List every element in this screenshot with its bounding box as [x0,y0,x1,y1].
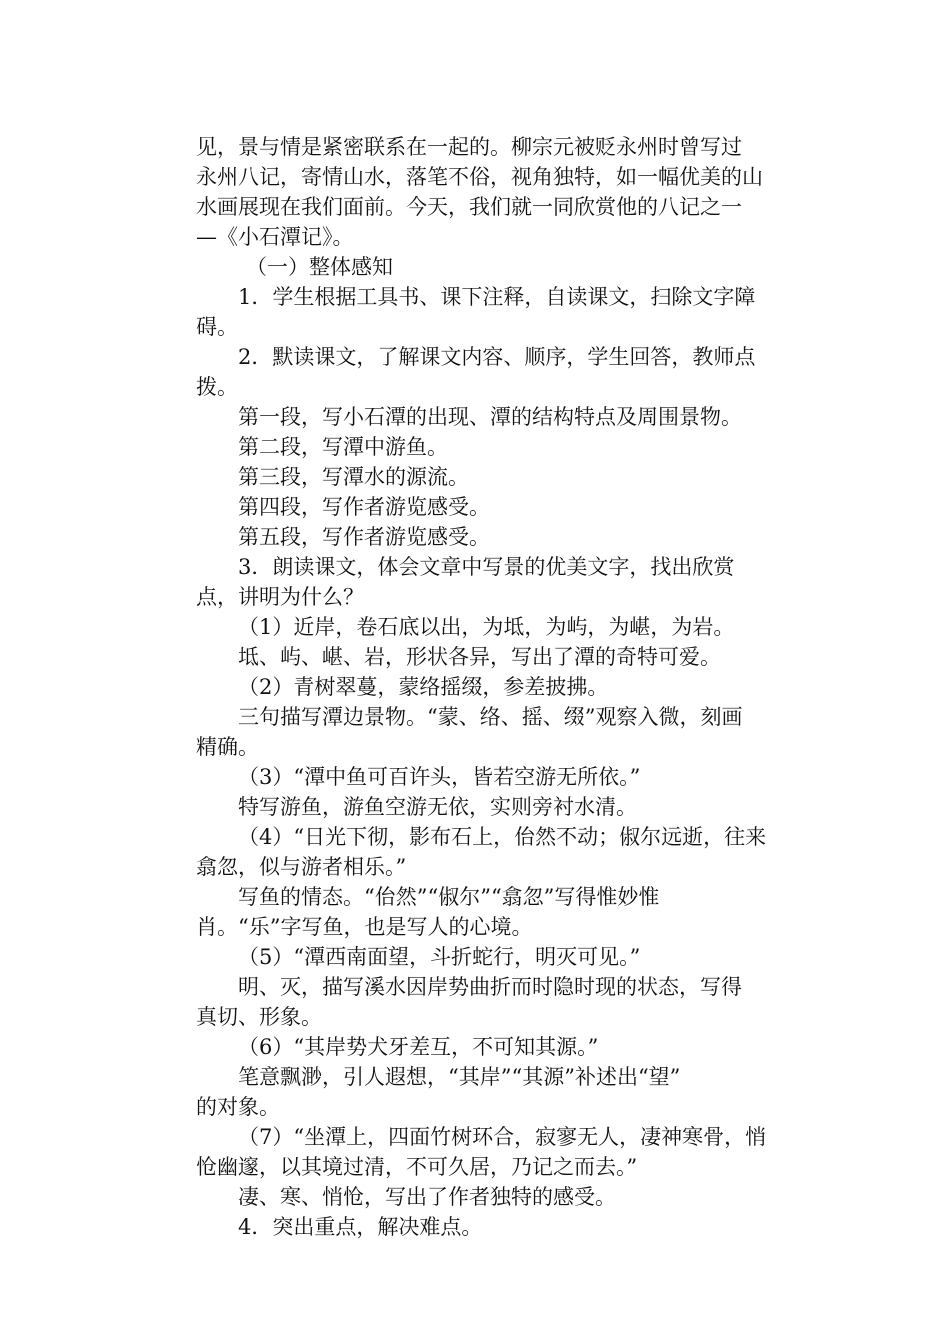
text-line: 翕忽，似与游者相乐。” [196,855,407,879]
text-line: 真切、形象。 [196,1005,322,1029]
text-line: 2．默读课文，了解课文内容、顺序，学生回答，教师点 [238,345,756,369]
text-line: —《小石潭记》。 [196,225,354,249]
text-line: 怆幽邃，以其境过清，不可久居，乃记之而去。” [196,1155,638,1179]
text-line: 精确。 [196,735,259,759]
text-line: 三句描写潭边景物。“蒙、络、摇、缀”观察入微，刻画 [238,705,743,729]
text-line: 写鱼的情态。“佁然”“俶尔”“翕忽”写得惟妙惟 [238,885,660,909]
text-line: 凄、寒、悄怆，写出了作者独特的感受。 [238,1185,616,1209]
text-line: 笔意飘渺，引人遐想，“其岸”“其源”补述出“望” [238,1065,681,1089]
text-line: 3．朗读课文，体会文章中写景的优美文字，找出欣赏 [238,555,735,579]
text-line: 坻、屿、嵁、岩，形状各异，写出了潭的奇特可爱。 [238,645,721,669]
text-line: （7）“坐潭上，四面竹树环合，寂寥无人，凄神寒骨，悄 [238,1125,767,1149]
text-line: （3）“潭中鱼可百许头，皆若空游无所依。” [238,765,641,789]
text-line: 肖。“乐”字写鱼，也是写人的心境。 [196,915,533,939]
text-line: 的对象。 [196,1095,280,1119]
text-line: 第一段，写小石潭的出现、潭的结构特点及周围景物。 [238,405,742,429]
text-line: 第四段，写作者游览感受。 [238,495,490,519]
text-line: 第二段，写潭中游鱼。 [238,435,448,459]
text-line: （5）“潭西南面望，斗折蛇行，明灭可见。” [238,945,641,969]
text-line: （1）近岸，卷石底以出，为坻，为屿，为嵁，为岩。 [238,615,735,639]
text-line: （一）整体感知 [246,255,393,279]
text-line: 拨。 [196,375,238,399]
document-body [196,132,767,1242]
text-line: 1．学生根据工具书、课下注释，自读课文，扫除文字障 [238,285,756,309]
text-line: 永州八记，寄情山水，落笔不俗，视角独特，如一幅优美的山 [196,165,763,189]
text-line: 明、灭，描写溪水因岸势曲折而时隐时现的状态，写得 [238,975,742,999]
text-line: 碍。 [196,315,238,339]
text-line: 见，景与情是紧密联系在一起的。柳宗元被贬永州时曾写过 [196,135,742,159]
text-line: 第五段，写作者游览感受。 [238,525,490,549]
text-line: （6）“其岸势犬牙差互，不可知其源。” [238,1035,599,1059]
text-line: 第三段，写潭水的源流。 [238,465,469,489]
text-line: 4．突出重点，解决难点。 [238,1215,483,1239]
text-line: 水画展现在我们面前。今天，我们就一同欣赏他的八记之一 [196,195,742,219]
text-line: （4）“日光下彻，影布石上，佁然不动；俶尔远逝，往来 [238,825,767,849]
text-line: （2）青树翠蔓，蒙络摇缀，参差披拂。 [238,675,609,699]
text-line: 点，讲明为什么？ [196,585,364,609]
text-line: 特写游鱼，游鱼空游无依，实则旁衬水清。 [238,795,637,819]
